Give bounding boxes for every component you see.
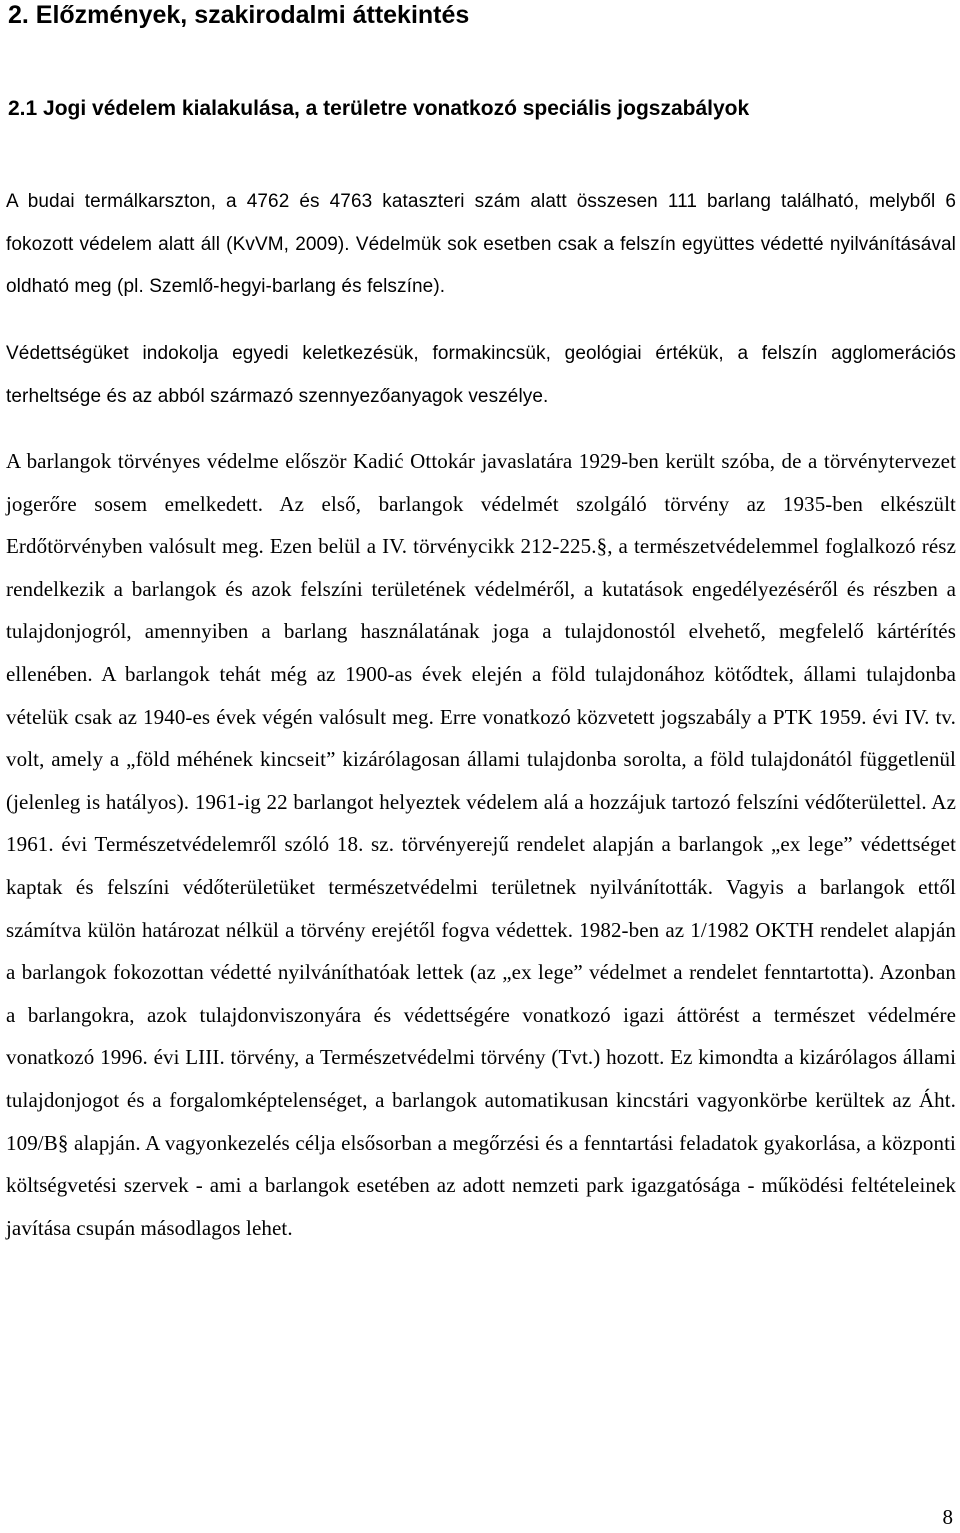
paragraph-protection-reasons: Védettségüket indokolja egyedi keletkezésük, formakincsük, geológiai értékük, a felszín agglomerációs terheltsége és az abból származó szennyezőanyagok veszélye. [6, 343, 956, 407]
paragraph-cave-count: A budai termálkarszton, a 4762 és 4763 kataszteri szám alatt összesen 111 barlang található, melyből 6 fokozott védelem alatt áll (KvVM, 2009). Védelmük sok esetben csak a felszín együttes védetté nyilvánításával oldható meg (pl. Szemlő-hegyi-barlang és felszíne). [6, 191, 956, 298]
section-heading: 2.1 Jogi védelem kialakulása, a területre vonatkozó speciális jogszabályok [8, 97, 750, 120]
paragraph-legal-history: A barlangok törvényes védelme először Kadić Ottokár javaslatára 1929-ben került szóba, de a törvénytervezet jogerőre sosem emelkedett. Az első, barlangok védelmét szolgáló törvény az 1935-ben elkészült Erdőtörvényben valósult meg. Ezen belül a IV. törvénycikk 212-225.§, a természetvédelemmel foglalkozó rész rendelkezik a barlangok és azok felszíni területének védelméről, a kutatások engedélyezéséről és részben a tulajdonjogról, amennyiben a barlang használatának joga a tulajdonostól elvehető, megfelelő kártérítés ellenében. A barlangok tehát még az 1900-as évek elején a föld tulajdonához kötődtek, állami tulajdonba vételük csak az 1940-es évek végén valósult meg. Erre vonatkozó közvetett jogszabály a PTK 1959. évi IV. tv. volt, amely a „föld méhének kincseit” kizárólagosan állami tulajdonba sorolta, a föld tulajdonától függetlenül (jelenleg is hatályos). 1961-ig 22 barlangot helyeztek védelem alá a hozzájuk tartozó felszíni védőterülettel. Az 1961. évi Természetvédelemről szóló 18. sz. törvényerejű rendelet alapján a barlangok „ex lege” védettséget kaptak és felszíni védőterületüket természetvédelmi területnek nyilvánították. Vagyis a barlangok ettől számítva külön határozat nélkül a törvény erejétől fogva védettek. 1982-ben az 1/1982 OKTH rendelet alapján a barlangok fokozottan védetté nyilváníthatóak lettek (az „ex lege” védelmet a rendelet fenntartotta). Azonban a barlangokra, azok tulajdonviszonyára és védettségére vonatkozó igazi áttörést a természet védelmére vonatkozó 1996. évi LIII. törvény, a Természetvédelmi törvény (Tvt.) hozott. Ez kimondta a kizárólagos állami tulajdonjogot és a forgalomképtelenséget, a barlangok automatikusan kincstári vagyonkörbe kerültek az Áht. 109/B§ alapján. A vagyonkezelés célja elsősorban a megőrzési és a fenntartási feladatok gyakorlása, a központi költségvetési szervek - ami a barlangok esetében az adott nemzeti park igazgatósága - működési feltételeinek javítása csupán másodlagos lehet. [6, 449, 956, 1240]
chapter-heading: 2. Előzmények, szakirodalmi áttekintés [8, 1, 470, 29]
page-number: 8 [942, 1505, 953, 1529]
